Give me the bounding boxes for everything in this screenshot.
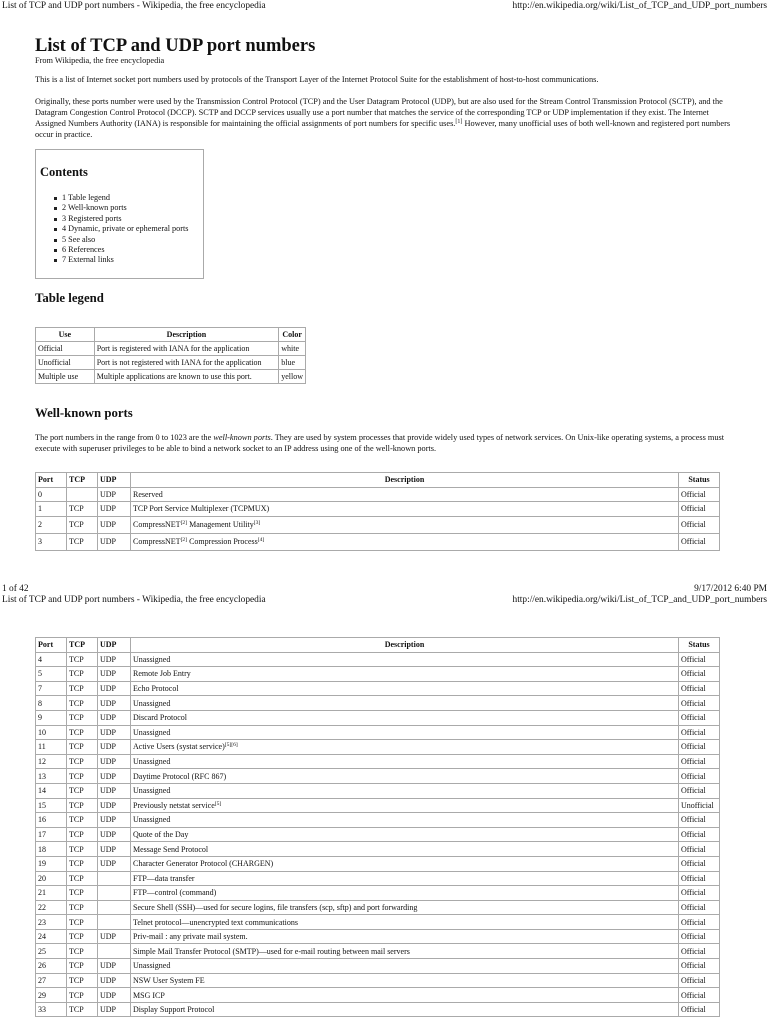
cell-port: 5 bbox=[36, 667, 67, 682]
description-text: Secure Shell (SSH)—used for secure logins, file transfers (scp, sftp) and port forwarding bbox=[133, 902, 418, 912]
description-text: Display Support Protocol bbox=[133, 1005, 215, 1015]
cell-port: 18 bbox=[36, 842, 67, 857]
cell-udp bbox=[98, 944, 131, 959]
cell-status: Official bbox=[679, 900, 720, 915]
cell-tcp: TCP bbox=[67, 740, 98, 755]
cell-description bbox=[131, 681, 679, 696]
cell-status: Official bbox=[679, 973, 720, 988]
cell-status: Official bbox=[679, 652, 720, 667]
cell-description bbox=[131, 710, 679, 725]
cell-port: 9 bbox=[36, 710, 67, 725]
cell-port: 8 bbox=[36, 696, 67, 711]
cell-description bbox=[131, 725, 679, 740]
cell-status: Official bbox=[679, 944, 720, 959]
cell-udp: UDP bbox=[98, 502, 131, 517]
cell-tcp: TCP bbox=[67, 502, 98, 517]
description-text: Remote Job Entry bbox=[133, 669, 191, 679]
table-row bbox=[36, 813, 720, 828]
cell-description bbox=[131, 900, 679, 915]
description-text: Unassigned bbox=[133, 757, 171, 767]
cell-description bbox=[131, 929, 679, 944]
cell-port: 23 bbox=[36, 915, 67, 930]
table-row bbox=[36, 973, 720, 988]
table-row bbox=[36, 769, 720, 784]
cell-port: 1 bbox=[36, 502, 67, 517]
legend-description: Multiple applications are known to use this port. bbox=[94, 370, 279, 384]
table-row bbox=[36, 900, 720, 915]
cell-udp: UDP bbox=[98, 769, 131, 784]
cell-port: 10 bbox=[36, 725, 67, 740]
cell-status: Official bbox=[679, 783, 720, 798]
cell-description bbox=[131, 740, 679, 755]
cell-port: 29 bbox=[36, 988, 67, 1003]
ports-header-row bbox=[36, 638, 720, 653]
cell-port: 19 bbox=[36, 856, 67, 871]
table-row bbox=[36, 871, 720, 886]
cell-description bbox=[131, 871, 679, 886]
legend-use: Multiple use bbox=[36, 370, 95, 384]
cell-description bbox=[131, 973, 679, 988]
cell-udp bbox=[98, 871, 131, 886]
cell-status: Official bbox=[679, 827, 720, 842]
cell-description bbox=[131, 856, 679, 871]
cell-status: Official bbox=[679, 886, 720, 901]
cell-tcp: TCP bbox=[67, 871, 98, 886]
table-row bbox=[36, 886, 720, 901]
cell-status: Official bbox=[679, 929, 720, 944]
col-status: Status bbox=[679, 638, 720, 653]
description-text: Unassigned bbox=[133, 727, 171, 737]
cell-description bbox=[131, 783, 679, 798]
cell-description bbox=[131, 516, 679, 533]
cell-port: 17 bbox=[36, 827, 67, 842]
toc-item-see-also[interactable]: 5 See also bbox=[54, 235, 188, 245]
cell-udp: UDP bbox=[98, 667, 131, 682]
col-description: Description bbox=[131, 473, 679, 488]
cell-status: Official bbox=[679, 516, 720, 533]
description-text: Telnet protocol—unencrypted text communications bbox=[133, 917, 298, 927]
table-row bbox=[36, 696, 720, 711]
cell-tcp: TCP bbox=[67, 900, 98, 915]
cell-udp: UDP bbox=[98, 856, 131, 871]
legend-color: white bbox=[279, 342, 306, 356]
cell-description bbox=[131, 988, 679, 1003]
cell-status: Official bbox=[679, 696, 720, 711]
cell-udp bbox=[98, 900, 131, 915]
citation-link[interactable]: [5][6] bbox=[224, 742, 238, 749]
table-row bbox=[36, 915, 720, 930]
citation-link[interactable]: [3] bbox=[253, 520, 261, 527]
legend-table bbox=[35, 327, 306, 384]
table-row bbox=[36, 1002, 720, 1017]
ports-table-page1 bbox=[35, 472, 720, 551]
page-title: List of TCP and UDP port numbers bbox=[35, 36, 316, 56]
cell-tcp: TCP bbox=[67, 696, 98, 711]
page-subtitle: From Wikipedia, the free encyclopedia bbox=[35, 56, 165, 65]
cell-tcp: TCP bbox=[67, 725, 98, 740]
cell-tcp: TCP bbox=[67, 516, 98, 533]
citation-link[interactable]: [2] bbox=[180, 520, 188, 527]
description-text: FTP—data transfer bbox=[133, 873, 195, 883]
cell-port: 3 bbox=[36, 533, 67, 550]
cell-udp bbox=[98, 915, 131, 930]
print-timestamp: 9/17/2012 6:40 PM bbox=[694, 584, 767, 594]
table-row bbox=[36, 827, 720, 842]
description-text: MSG ICP bbox=[133, 990, 165, 1000]
cell-tcp: TCP bbox=[67, 827, 98, 842]
cell-port: 20 bbox=[36, 871, 67, 886]
history-text: Originally, these ports number were used by the Transmission Control Protocol (TCP) and the User Datagram Protocol (UDP), but are also used for the Stream Control Transmission Protocol (SCTP), and the Datagram Congestion Control Protocol (DCCP). SCTP and DCCP services usually use a port number that matches the service of the corresponding TCP or UDP implementation if they exist. The Internet Assigned Numbers Authority (IANA) is responsible for maintaining the official assignments of port numbers for specific uses. bbox=[35, 97, 723, 128]
cell-tcp: TCP bbox=[67, 710, 98, 725]
cell-status: Official bbox=[679, 725, 720, 740]
cell-status: Official bbox=[679, 754, 720, 769]
col-tcp: TCP bbox=[67, 473, 98, 488]
cell-description bbox=[131, 652, 679, 667]
cell-tcp: TCP bbox=[67, 1002, 98, 1017]
table-row bbox=[36, 487, 720, 502]
well-known-intro bbox=[35, 432, 737, 454]
description-text: Character Generator Protocol (CHARGEN) bbox=[133, 859, 274, 869]
cell-status: Unofficial bbox=[679, 798, 720, 813]
well-known-intro-em: well-known ports bbox=[213, 433, 271, 442]
cell-tcp: TCP bbox=[67, 813, 98, 828]
cell-udp: UDP bbox=[98, 798, 131, 813]
table-row bbox=[36, 842, 720, 857]
cell-udp: UDP bbox=[98, 929, 131, 944]
print-header-url[interactable]: http://en.wikipedia.org/wiki/List_of_TCP_and_UDP_port_numbers bbox=[512, 595, 767, 605]
well-known-intro-b: . They are used by system processes that provide widely used types of network services. On Unix-like operating systems, a process must execute with superuser privileges to be able to bind a network socket to an IP address using one of the well-known ports. bbox=[35, 433, 725, 453]
cell-udp: UDP bbox=[98, 959, 131, 974]
cell-description bbox=[131, 754, 679, 769]
cell-status: Official bbox=[679, 959, 720, 974]
description-text: Active Users (systat service) bbox=[133, 742, 225, 752]
cell-description bbox=[131, 533, 679, 550]
legend-col-use: Use bbox=[36, 328, 95, 342]
cell-udp: UDP bbox=[98, 533, 131, 550]
table-row bbox=[36, 533, 720, 550]
description-text: CompressNET bbox=[133, 520, 181, 530]
cell-udp: UDP bbox=[98, 842, 131, 857]
description-text: Previously netstat service bbox=[133, 800, 215, 810]
table-row bbox=[36, 754, 720, 769]
well-known-intro-a: The port numbers in the range from 0 to 1023 are the bbox=[35, 433, 214, 442]
cell-tcp: TCP bbox=[67, 915, 98, 930]
cell-port: 26 bbox=[36, 959, 67, 974]
history-text-tail: However, many unofficial uses of both well-known and registered port numbers occur in practice. bbox=[35, 119, 731, 139]
cell-tcp: TCP bbox=[67, 798, 98, 813]
table-legend-heading: Table legend bbox=[35, 291, 104, 305]
cell-udp: UDP bbox=[98, 681, 131, 696]
cell-description bbox=[131, 1002, 679, 1017]
description-text: Simple Mail Transfer Protocol (SMTP)—used for e-mail routing between mail servers bbox=[133, 946, 410, 956]
cell-port: 27 bbox=[36, 973, 67, 988]
citation-link[interactable]: [5] bbox=[214, 800, 222, 807]
cell-udp: UDP bbox=[98, 487, 131, 502]
cell-description bbox=[131, 667, 679, 682]
col-port: Port bbox=[36, 473, 67, 488]
legend-row bbox=[36, 342, 306, 356]
cell-port: 12 bbox=[36, 754, 67, 769]
cell-udp: UDP bbox=[98, 1002, 131, 1017]
cell-tcp: TCP bbox=[67, 959, 98, 974]
print-header bbox=[0, 0, 768, 12]
cell-description bbox=[131, 696, 679, 711]
table-row bbox=[36, 856, 720, 871]
table-row bbox=[36, 929, 720, 944]
cell-tcp: TCP bbox=[67, 944, 98, 959]
cell-status: Official bbox=[679, 769, 720, 784]
table-row bbox=[36, 516, 720, 533]
description-text: Unassigned bbox=[133, 786, 171, 796]
table-row bbox=[36, 725, 720, 740]
table-row bbox=[36, 988, 720, 1003]
history-paragraph bbox=[35, 96, 737, 140]
citation-link[interactable]: [1] bbox=[455, 119, 463, 125]
table-row bbox=[36, 740, 720, 755]
cell-port: 13 bbox=[36, 769, 67, 784]
toc-list bbox=[54, 193, 188, 266]
cell-udp: UDP bbox=[98, 696, 131, 711]
cell-status: Official bbox=[679, 502, 720, 517]
citation-link[interactable]: [2] bbox=[180, 537, 188, 544]
table-row bbox=[36, 944, 720, 959]
cell-tcp: TCP bbox=[67, 988, 98, 1003]
print-header-url[interactable]: http://en.wikipedia.org/wiki/List_of_TCP_and_UDP_port_numbers bbox=[512, 1, 767, 11]
legend-col-color: Color bbox=[279, 328, 306, 342]
cell-udp: UDP bbox=[98, 516, 131, 533]
description-text: Quote of the Day bbox=[133, 830, 189, 840]
table-row bbox=[36, 652, 720, 667]
table-row bbox=[36, 798, 720, 813]
cell-description: Reserved bbox=[131, 487, 679, 502]
cell-status: Official bbox=[679, 988, 720, 1003]
col-udp: UDP bbox=[98, 638, 131, 653]
legend-color: yellow bbox=[279, 370, 306, 384]
legend-description: Port is registered with IANA for the application bbox=[94, 342, 279, 356]
toc-item-well-known-ports[interactable]: 2 Well-known ports bbox=[54, 203, 188, 213]
cell-port: 33 bbox=[36, 1002, 67, 1017]
cell-port: 14 bbox=[36, 783, 67, 798]
citation-link[interactable]: [4] bbox=[257, 537, 265, 544]
description-text: Discard Protocol bbox=[133, 713, 187, 723]
cell-udp bbox=[98, 886, 131, 901]
cell-port: 15 bbox=[36, 798, 67, 813]
cell-udp: UDP bbox=[98, 710, 131, 725]
print-header-title: List of TCP and UDP port numbers - Wikipedia, the free encyclopedia bbox=[2, 1, 266, 11]
cell-status: Official bbox=[679, 813, 720, 828]
legend-use: Unofficial bbox=[36, 356, 95, 370]
description-text: Compression Process bbox=[187, 537, 258, 547]
cell-tcp: TCP bbox=[67, 769, 98, 784]
description-text: NSW User System FE bbox=[133, 975, 205, 985]
cell-udp: UDP bbox=[98, 988, 131, 1003]
cell-port: 4 bbox=[36, 652, 67, 667]
toc-item-table-legend[interactable]: 1 Table legend bbox=[54, 193, 188, 203]
cell-port: 22 bbox=[36, 900, 67, 915]
description-text: Unassigned bbox=[133, 961, 171, 971]
toc-item-dynamic-ports[interactable]: 4 Dynamic, private or ephemeral ports bbox=[54, 224, 188, 234]
cell-status: Official bbox=[679, 533, 720, 550]
cell-status: Official bbox=[679, 487, 720, 502]
cell-status: Official bbox=[679, 871, 720, 886]
cell-description: TCP Port Service Multiplexer (TCPMUX) bbox=[131, 502, 679, 517]
toc-item-references[interactable]: 6 References bbox=[54, 245, 188, 255]
cell-port: 2 bbox=[36, 516, 67, 533]
cell-description bbox=[131, 842, 679, 857]
legend-row bbox=[36, 356, 306, 370]
cell-description bbox=[131, 813, 679, 828]
cell-tcp: TCP bbox=[67, 842, 98, 857]
cell-description bbox=[131, 944, 679, 959]
table-row bbox=[36, 710, 720, 725]
cell-tcp: TCP bbox=[67, 886, 98, 901]
cell-port: 16 bbox=[36, 813, 67, 828]
col-port: Port bbox=[36, 638, 67, 653]
cell-description bbox=[131, 886, 679, 901]
cell-udp: UDP bbox=[98, 740, 131, 755]
cell-port: 7 bbox=[36, 681, 67, 696]
ports-table-page2 bbox=[35, 637, 720, 1017]
print-header-page2 bbox=[0, 594, 768, 606]
legend-header-row bbox=[36, 328, 306, 342]
cell-status: Official bbox=[679, 667, 720, 682]
cell-udp: UDP bbox=[98, 725, 131, 740]
table-of-contents bbox=[35, 149, 204, 279]
cell-tcp: TCP bbox=[67, 973, 98, 988]
well-known-ports-heading: Well-known ports bbox=[35, 406, 133, 420]
cell-description bbox=[131, 915, 679, 930]
cell-tcp bbox=[67, 487, 98, 502]
cell-udp: UDP bbox=[98, 652, 131, 667]
col-status: Status bbox=[679, 473, 720, 488]
legend-description: Port is not registered with IANA for the application bbox=[94, 356, 279, 370]
cell-port: 0 bbox=[36, 487, 67, 502]
cell-tcp: TCP bbox=[67, 667, 98, 682]
cell-tcp: TCP bbox=[67, 856, 98, 871]
description-text: Message Send Protocol bbox=[133, 844, 209, 854]
cell-description bbox=[131, 827, 679, 842]
legend-color: blue bbox=[279, 356, 306, 370]
toc-item-external-links[interactable]: 7 External links bbox=[54, 255, 188, 265]
cell-udp: UDP bbox=[98, 827, 131, 842]
cell-port: 21 bbox=[36, 886, 67, 901]
legend-row bbox=[36, 370, 306, 384]
cell-tcp: TCP bbox=[67, 681, 98, 696]
intro-paragraph: This is a list of Internet socket port numbers used by protocols of the Transport Layer of the Internet Protocol Suite for the establishment of host-to-host communications. bbox=[35, 75, 599, 84]
cell-port: 11 bbox=[36, 740, 67, 755]
table-row bbox=[36, 959, 720, 974]
description-text: Unassigned bbox=[133, 815, 171, 825]
ports-table-body bbox=[36, 652, 720, 1017]
cell-status: Official bbox=[679, 842, 720, 857]
description-text: CompressNET bbox=[133, 537, 181, 547]
cell-tcp: TCP bbox=[67, 652, 98, 667]
legend-col-description: Description bbox=[94, 328, 279, 342]
table-row bbox=[36, 502, 720, 517]
cell-status: Official bbox=[679, 710, 720, 725]
cell-udp: UDP bbox=[98, 813, 131, 828]
cell-status: Official bbox=[679, 915, 720, 930]
col-udp: UDP bbox=[98, 473, 131, 488]
cell-tcp: TCP bbox=[67, 929, 98, 944]
table-row bbox=[36, 783, 720, 798]
cell-status: Official bbox=[679, 740, 720, 755]
cell-status: Official bbox=[679, 1002, 720, 1017]
table-row bbox=[36, 681, 720, 696]
legend-use: Official bbox=[36, 342, 95, 356]
cell-port: 25 bbox=[36, 944, 67, 959]
description-text: Daytime Protocol (RFC 867) bbox=[133, 771, 227, 781]
cell-description bbox=[131, 769, 679, 784]
cell-tcp: TCP bbox=[67, 783, 98, 798]
description-text: FTP—control (command) bbox=[133, 888, 217, 898]
print-header-title: List of TCP and UDP port numbers - Wikipedia, the free encyclopedia bbox=[2, 595, 266, 605]
page-count: 1 of 42 bbox=[2, 584, 29, 594]
ports-header-row bbox=[36, 473, 720, 488]
description-text: Priv-mail : any private mail system. bbox=[133, 932, 248, 942]
cell-description bbox=[131, 798, 679, 813]
col-description: Description bbox=[131, 638, 679, 653]
toc-item-registered-ports[interactable]: 3 Registered ports bbox=[54, 214, 188, 224]
cell-tcp: TCP bbox=[67, 754, 98, 769]
description-text: Unassigned bbox=[133, 654, 171, 664]
table-row bbox=[36, 667, 720, 682]
cell-udp: UDP bbox=[98, 754, 131, 769]
cell-tcp: TCP bbox=[67, 533, 98, 550]
toc-title: Contents bbox=[40, 165, 88, 179]
cell-status: Official bbox=[679, 681, 720, 696]
col-tcp: TCP bbox=[67, 638, 98, 653]
cell-status: Official bbox=[679, 856, 720, 871]
cell-udp: UDP bbox=[98, 973, 131, 988]
description-text: Unassigned bbox=[133, 698, 171, 708]
description-text: Management Utility bbox=[187, 520, 254, 530]
cell-description bbox=[131, 959, 679, 974]
cell-udp: UDP bbox=[98, 783, 131, 798]
cell-port: 24 bbox=[36, 929, 67, 944]
description-text: Echo Protocol bbox=[133, 684, 179, 694]
